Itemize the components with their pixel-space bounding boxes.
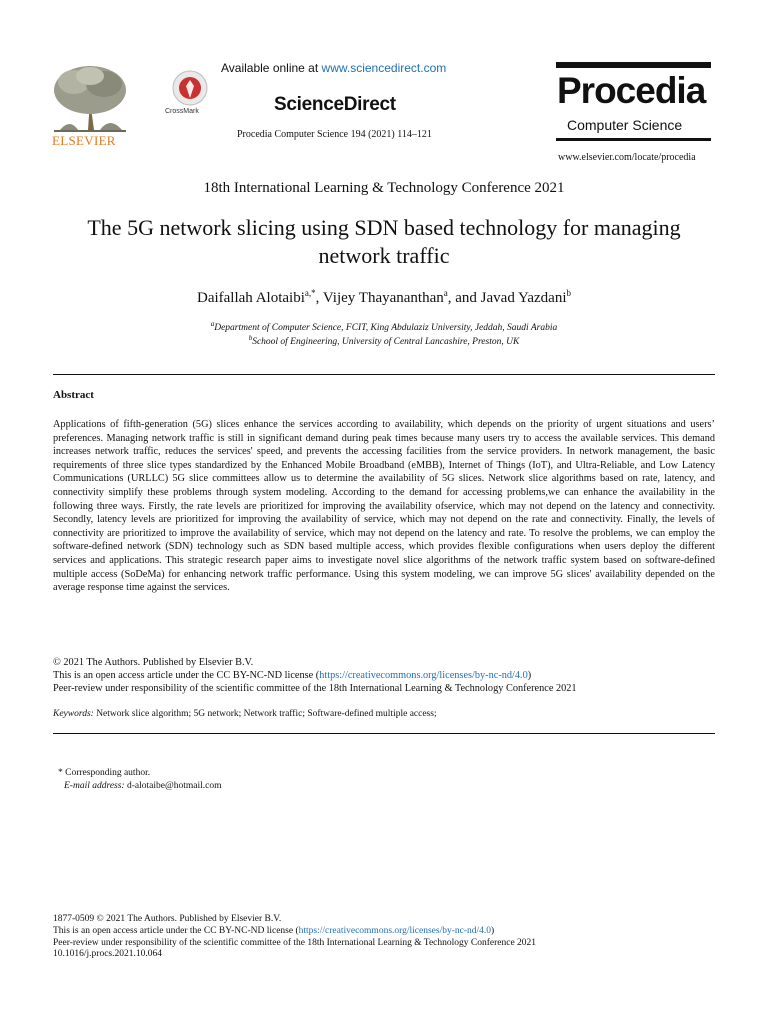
keywords-text: Network slice algorithm; 5G network; Network traffic; Software-defined multiple access; [93,709,437,719]
footer-issn: 1877-0509 © 2021 The Authors. Published by Elsevier B.V. [53,914,282,924]
sciencedirect-brand: ScienceDirect [274,94,396,115]
footer-license-link[interactable]: https://creativecommons.org/licenses/by-nc-nd/4.0 [298,925,492,936]
procedia-title: Procedia [557,70,706,111]
author-name: Javad Yazdani [480,290,567,306]
author-name: Daifallah Alotaibi [197,290,305,306]
license-line [53,669,753,682]
footer-license [53,926,743,938]
author-superscript: b [566,288,571,298]
author-list [0,288,768,307]
footer [53,914,743,961]
affiliation-superscript: a [210,320,215,328]
affiliation-b [0,334,768,347]
email-address[interactable]: d-alotaibe@hotmail.com [124,781,222,791]
title-line-1: The 5G network slicing using SDN based technology for managing [87,215,681,240]
footer-license-suffix: ) [491,925,495,936]
footer-peer-review: Peer-review under responsibility of the scientific committee of the 18th International Learning & Technology Conference 2021 [53,937,537,948]
corresponding-author: * Corresponding author. [58,768,151,778]
license-link[interactable]: https://creativecommons.org/licenses/by-nc-nd/4.0 [319,670,528,681]
abstract-heading: Abstract [53,389,94,401]
correspondence [58,767,221,793]
available-online [221,61,446,75]
procedia-subtitle: Computer Science [567,117,683,133]
affiliation-text: School of Engineering, University of Central Lancashire, Preston, UK [252,337,520,348]
license-suffix: ) [527,670,532,681]
author-name: Vijey Thayananthan [322,290,444,306]
procedia-bottom-bar [556,138,711,141]
footer-doi[interactable]: 10.1016/j.procs.2021.10.064 [53,949,162,960]
keywords [53,709,437,719]
available-prefix: Available online at [221,61,322,75]
author-separator: , and [447,290,481,306]
journal-reference: Procedia Computer Science 194 (2021) 114–121 [237,129,432,140]
peer-review-line: Peer-review under responsibility of the scientific committee of the 18th International Learning & Technology Conference 2021 [53,683,577,694]
abstract-body: Applications of fifth-generation (5G) slices enhance the services according to availability, which depends on the priority of urgent situations and users’ preferences. Managing network traffic is still in significant demand during peak times because many users try to access the available services. This demand increases network traffic, reduces the services' speed, and prevents the accessing facilities from the service providers. In network management, the basic requirements of three slice types standardized by the Enhanced Mobile Broadband (eMBB), Internet of Things (IoT), and Ultra-Reliable, and Low Latency Communications (URLLC) 5G slice committees allow us to determine the availability of 5G slices. Network slice algorithms based on rate, latency, and connectivity simplify these problems through system modeling. According to the demand for accessing problems,we can enhance the availability in the following three ways. Firstly, the rate levels are prioritized for improving the availability ofservice, which may not depend on the latency and connectivity. Secondly, latency levels are prioritized for improving the availability of service, which may not depend on the rate and connectivity. Finally, the levels of connectivity are prioritized to improve the availability of service, which may not depend on the latency and rate. To resolve the problems, we can employ the software-defined network (SDN) technology such as SDN based multiple access, which provides flexible configurations when users deploy the different services and applications. This strategic research paper aims to investigate novel slice algorithms of the network traffic system based on software-defined multiple access (SoDeMa) for enhancing network traffic performance. Using this system modeling, we can improve 5G slices' availability depended on the average response time against the services. [53,419,715,594]
crossmark-label: CrossMark [165,108,199,115]
author-separator: , [315,290,323,306]
footer-license-prefix: This is an open access article under the CC BY-NC-ND license ( [53,925,299,936]
affiliation-a [0,320,768,333]
procedia-top-bar [556,62,711,68]
author-superscript: a [443,288,448,298]
top-divider [53,374,715,375]
bottom-divider [53,733,715,734]
sciencedirect-link[interactable]: www.sciencedirect.com [321,61,447,75]
author-superscript: a,* [304,288,316,298]
license-prefix: This is an open access article under the CC BY-NC-ND license ( [53,670,320,681]
keywords-label: Keywords: [53,709,94,719]
email-line [58,780,221,793]
conference-name: 18th International Learning & Technology Conference 2021 [203,180,565,196]
procedia-logo [556,62,711,148]
title-line-2: network traffic [318,243,450,268]
email-label: E-mail address: [64,781,125,791]
elsevier-url[interactable]: www.elsevier.com/locate/procedia [558,152,696,163]
paper-title [40,214,728,270]
affiliation-text: Department of Computer Science, FCIT, King Abdulaziz University, Jeddah, Saudi Arabia [214,323,558,334]
elsevier-wordmark: ELSEVIER [52,133,116,148]
copyright-line: © 2021 The Authors. Published by Elsevier B.V. [53,657,254,668]
affiliation-superscript: b [248,334,253,342]
